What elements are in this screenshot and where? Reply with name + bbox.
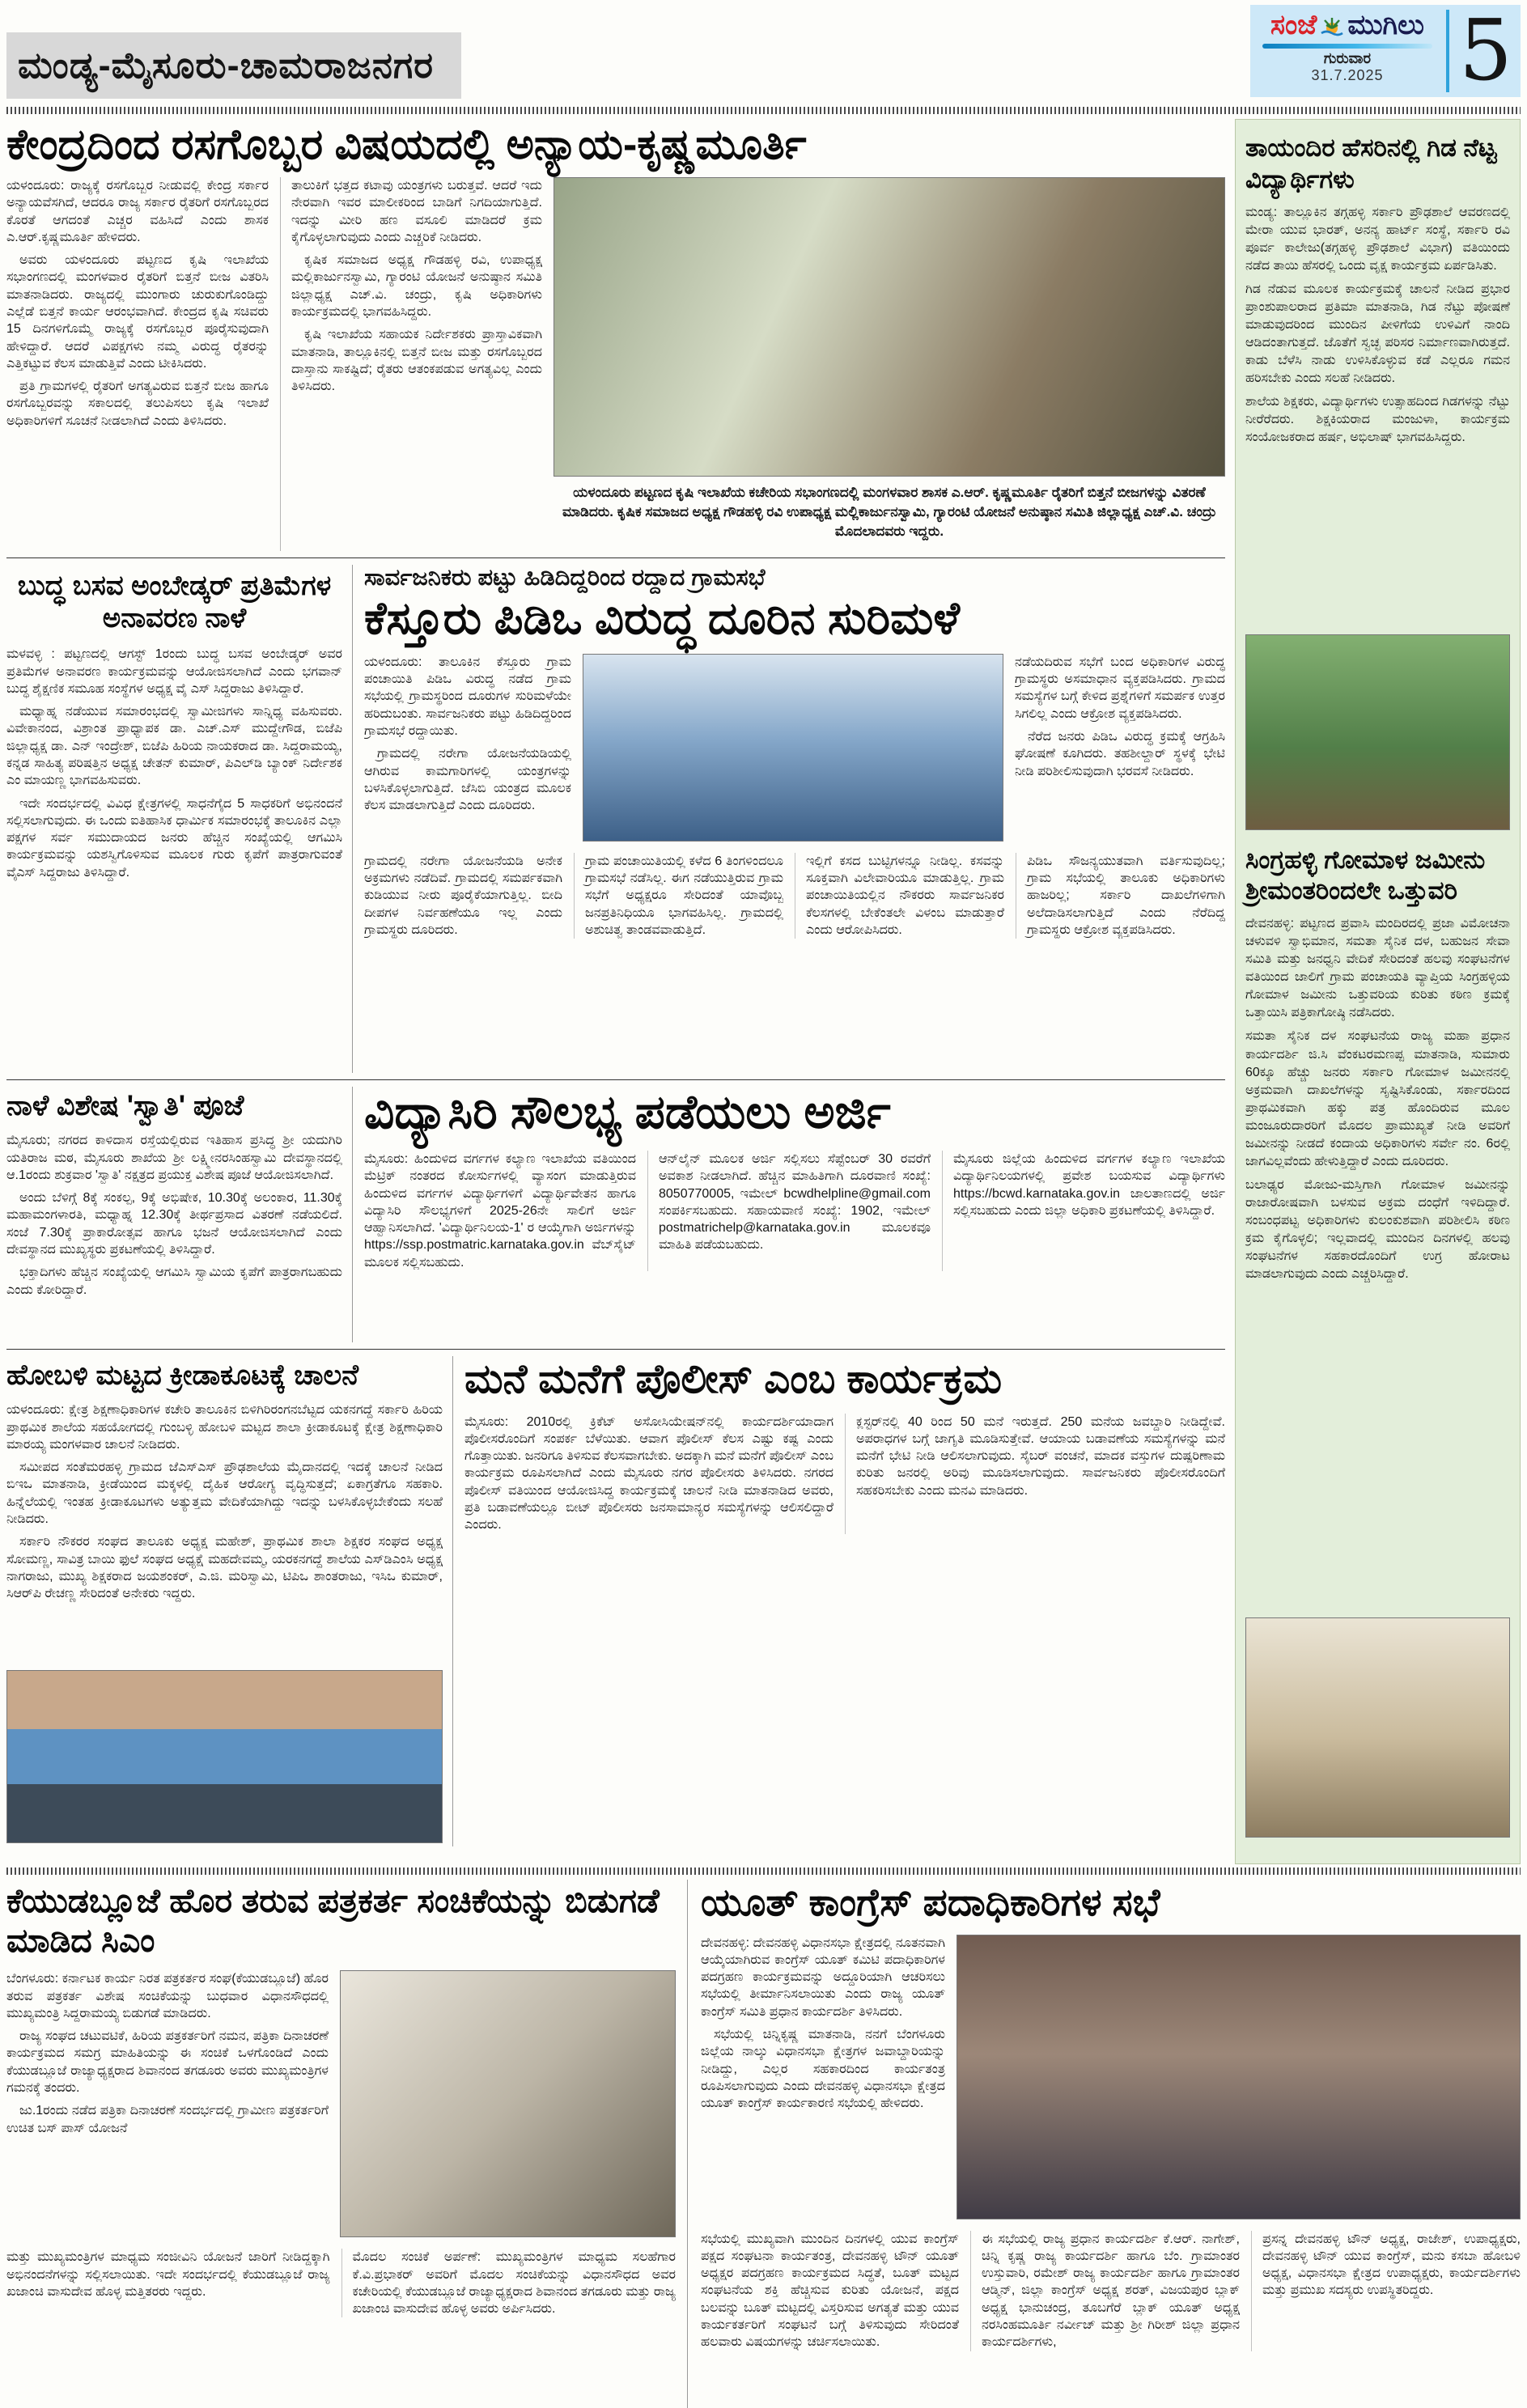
paragraph: ಮಧ್ಯಾಹ್ನ ನಡೆಯುವ ಸಮಾರಂಭದಲ್ಲಿ ಸ್ವಾಮೀಜಿಗಳು ಸಾನ್ನಿಧ್ಯ ವಹಿಸುವರು. ವಿವೇಕಾನಂದ, ವಿಶ್ರಾಂತ ಪ್ರಾಧ್ಯಾಪಕ ಡಾ. ಎಚ್.ಎಸ್ ಮುದ್ದೇಗೌಡ, ಬಿಜೆಪಿ ಜಿಲ್ಲಾಧ್ಯಕ್ಷ ಡಾ. ಎನ್ ಇಂದ್ರೇಶ್, ಬಿಜೆಪಿ ಹಿರಿಯ ನಾಯಕರಾದ ಡಾ. ಸಿದ್ದರಾಮಯ್ಯ, ಕನ್ನಡ ಸಾಹಿತ್ಯ ಪರಿಷತ್ತಿನ ಅಧ್ಯಕ್ಷ ಚೇತನ್ ಕುಮಾರ್, ಪಿಎಲ್‌ಡಿ ಬ್ಯಾಂಕ್ ನಿರ್ದೇಶಕ ಎಂ ಮಾಯಣ್ಣ ಭಾಗವಹಿಸುವರು. (6, 705, 342, 788)
article-swathi-pooja (6, 1087, 353, 1342)
gomala-photo (1245, 1617, 1510, 1838)
weekday-label: ಗುರುವಾರ (1323, 50, 1372, 66)
police-col-2: ಕ್ಲಸ್ಟರ್‌ನಲ್ಲಿ 40 ರಿಂದ 50 ಮನೆ ಇರುತ್ತದೆ. 250 ಮನೆಯ ಜವಬ್ದಾರಿ ನೀಡಿದ್ದೇವೆ. ಅಪರಾಧಗಳ ಬಗ್ಗೆ ಜಾಗೃತಿ ಮೂಡಿಸುತ್ತೇವೆ. ಆಯಾಯ ಬಡಾವಣೆಯ ಸಮಸ್ಯೆಗಳನ್ನು ಮನೆ ಮನೆಗೆ ಭೇಟಿ ನೀಡಿ ಆಲಿಸಲಾಗುವುದು. ಸೈಬರ್ ವಂಚನೆ, ಮಾದಕ ವಸ್ತುಗಳ ದುಷ್ಪರಿಣಾಮ ಕುರಿತು ಜನರಲ್ಲಿ ಅರಿವು ಮೂಡಿಸಲಾಗುವುದು. ಸಾರ್ವಜನಿಕರು ಪೊಲೀಸರೊಂದಿಗೆ ಸಹಕರಿಸಬೇಕು ಎಂದು ಮನವಿ ಮಾಡಿದರು. (845, 1414, 1225, 1534)
youth-bottom-col-2: ಈ ಸಭೆಯಲ್ಲಿ ರಾಜ್ಯ ಪ್ರಧಾನ ಕಾರ್ಯದರ್ಶಿ ಕೆ.ಆರ್. ನಾಗೇಶ್, ಚಿನ್ನಿ ಕೃಷ್ಣ ರಾಜ್ಯ ಕಾರ್ಯದರ್ಶಿ ಹಾಗೂ ಬೆಂ. ಗ್ರಾಮಾಂತರ ಉಸ್ತುವಾರಿ, ರಮೇಶ್ ರಾಜ್ಯ ಕಾರ್ಯದರ್ಶಿ ಹಾಗೂ ಗ್ರಾಮಾಂತರ ಆಡ್ಮಿನ್, ಜಿಲ್ಲಾ ಕಾಂಗ್ರೆಸ್ ಅಧ್ಯಕ್ಷ ಶರತ್, ವಿಜಯಪುರ ಬ್ಲಾಕ್ ಅಧ್ಯಕ್ಷ ಭಾನುಚಂದ್ರ, ತೂಬಗೆರೆ ಬ್ಲಾಕ್ ಯೂತ್ ಅಧ್ಯಕ್ಷ ನರಸಿಂಹಮೂರ್ತಿ ನರ್ವೀಜ್ ಮತ್ತು ಶ್ರೀ ಗಿರೀಶ್ ಜಿಲ್ಲಾ ಪ್ರಧಾನ ಕಾರ್ಯದರ್ಶಿಗಳು, (970, 2231, 1240, 2351)
planting-photo (1245, 634, 1510, 830)
paragraph: ಸಮತಾ ಸೈನಿಕ ದಳ ಸಂಘಟನೆಯ ರಾಜ್ಯ ಮಹಾ ಪ್ರಧಾನ ಕಾರ್ಯದರ್ಶಿ ಜಿ.ಸಿ ವೆಂಕಟರಮಣಪ್ಪ ಮಾತನಾಡಿ, ಸುಮಾರು 60ಕ್ಕೂ ಹೆಚ್ಚು ಜನರು ಸರ್ಕಾರಿ ಗೋಮಾಳ ಜಮೀನನಲ್ಲಿ ಅಕ್ರಮವಾಗಿ ದಾಖಲೆಗಳನ್ನು ಸೃಷ್ಟಿಸಿಕೊಂಡು, ಸರ್ಕಾರದಿಂದ ಪ್ರಾಥಮಿಕವಾಗಿ ಹಕ್ಕು ಪತ್ರ ಹೊಂದಿರುವ ಮೂಲ ಮಂಜೂರುದಾರರಿಗೆ ಮೊದಲ ಪ್ರಾಮುಖ್ಯತೆ ನೀಡಿ ಅವರಿಗೆ ಜಮೀನನ್ನು ನೀಡದೆ ಕಂದಾಯ ಅಧಿಕಾರಿಗಳು ಸರ್ವೇ ನಂ. 6ರಲ್ಲಿ ಜಾಗವಿಲ್ಲವೆಂದು ಹೇಳುತ್ತಿದ್ದಾರೆ ಎಂದು ದೂರಿದರು. (1245, 1029, 1510, 1169)
pdo-headline: ಕೆಸ್ತೂರು ಪಿಡಿಒ ವಿರುದ್ಧ ದೂರಿನ ಸುರಿಮಳೆ (364, 592, 961, 644)
page-number: 5 (1458, 1, 1513, 100)
youth-column-left (701, 1935, 945, 2223)
paragraph: ಅವರು ಯಳಂದೂರು ಪಟ್ಟಣದ ಕೃಷಿ ಇಲಾಖೆಯ ಸಭಾಂಗಣದಲ್ಲಿ ಮಂಗಳವಾರ ರೈತರಿಗೆ ಬಿತ್ತನೆ ಬೀಜ ವಿತರಿಸಿ ಮಾತನಾಡಿದರು. ರಾಜ್ಯದಲ್ಲಿ ಮುಂಗಾರು ಚುರುಕುಗೊಂಡಿದ್ದು ಎಲ್ಲೆಡೆ ಬಿತ್ತನೆ ಕಾರ್ಯ ಆರಂಭವಾಗಿದೆ. ಕೇಂದ್ರದ ಕೃಷಿ ಸಚಿವರು 15 ದಿನಗಳಿಗೊಮ್ಮೆ ರಾಜ್ಯಕ್ಕೆ ರಸಗೊಬ್ಬರ ಪೂರೈಸುವುದಾಗಿ ಹೇಳಿದ್ದಾರೆ. ಆದರೆ ವಿಪಕ್ಷಗಳು ನಮ್ಮ ವಿರುದ್ಧ ರೈತರನ್ನು ಎತ್ತಿಕಟ್ಟುವ ಕೆಲಸ ಮಾಡುತ್ತಿವೆ ಎಂದು ಟೀಕಿಸಿದರು. (6, 253, 269, 371)
article-police (464, 1356, 1225, 1846)
article-sports-meet (6, 1356, 453, 1846)
gomala-headline: ಸಿಂಗ್ರಹಳ್ಳಿ ಗೋಮಾಳ ಜಮೀನು ಶ್ರೀಮಂತರಿಂದಲೇ ಒತ್ತುವರಿ (1245, 845, 1486, 905)
kuwj-column-left (6, 1970, 329, 2241)
main-column (6, 119, 1225, 1864)
section-rule (6, 1079, 1225, 1080)
paragraph: ಕೃಷಿ ಇಲಾಖೆಯ ಸಹಾಯಕ ನಿರ್ದೇಶಕರು ಪ್ರಾಸ್ತಾವಿಕವಾಗಿ ಮಾತನಾಡಿ, ತಾಲ್ಲೂಕಿನಲ್ಲಿ ಬಿತ್ತನೆ ಬೀಜ ಮತ್ತು ರಸಗೊಬ್ಬರದ ದಾಸ್ತಾನು ಸಾಕಷ್ಟಿದೆ; ರೈತರು ಆತಂಕಪಡುವ ಅಗತ್ಯವಿಲ್ಲ ಎಂದು ತಿಳಿಸಿದರು. (291, 328, 542, 394)
paragraph: ರಾಜ್ಯ ಸಂಘದ ಚಟುವಟಿಕೆ, ಹಿರಿಯ ಪತ್ರಕರ್ತರಿಗೆ ನಮನ, ಪತ್ರಿಕಾ ದಿನಾಚರಣೆ ಕಾರ್ಯಕ್ರಮದ ಸಮಗ್ರ ಮಾಹಿತಿಯನ್ನು ಈ ಸಂಚಿಕೆ ಒಳಗೊಂಡಿದೆ ಎಂದು ಕೆಯುಡಬ್ಲೂಜೆ ರಾಜ್ಯಾಧ್ಯಕ್ಷರಾದ ಶಿವಾನಂದ ತಗಡೂರು ಅವರು ಮುಖ್ಯಮಂತ್ರಿಗಳ ಗಮನಕ್ಕೆ ತಂದರು. (6, 2029, 329, 2095)
kuwj-article-photo (340, 1970, 676, 2237)
masthead-rule (1262, 44, 1432, 49)
paragraph: ಗ್ರಾಮದಲ್ಲಿ ನರೇಗಾ ಯೋಜನೆಯಡಿಯಲ್ಲಿ ಆಗಿರುವ ಕಾಮಗಾರಿಗಳಲ್ಲಿ ಯಂತ್ರಗಳನ್ನು ಬಳಸಿಕೊಳ್ಳಲಾಗುತ್ತಿದೆ. ಜೆಸಿಬಿ ಯಂತ್ರದ ಮೂಲಕ ಕೆಲಸ ಮಾಡಲಾಗುತ್ತಿದೆ ಎಂದು ದೂರಿದರು. (364, 747, 571, 813)
paragraph: ಪ್ರತಿ ಗ್ರಾಮಗಳಲ್ಲಿ ರೈತರಿಗೆ ಅಗತ್ಯವಿರುವ ಬಿತ್ತನೆ ಬೀಜ ಹಾಗೂ ರಸಗೊಬ್ಬರವನ್ನು ಸಕಾಲದಲ್ಲಿ ತಲುಪಿಸಲು ಕೃಷಿ ಇಲಾಖೆ ಅಧಿಕಾರಿಗಳಿಗೆ ಸೂಚನೆ ನೀಡಲಾಗಿದೆ ಎಂದು ತಿಳಿಸಿದರು. (6, 379, 269, 428)
article-vidyasiri (364, 1087, 1225, 1342)
hatched-rule (6, 107, 1521, 114)
palm-sun-logo-icon (1320, 14, 1344, 38)
kuwj-headline: ಕೆಯುಡಬ್ಲೂಜೆ ಹೊರ ತರುವ ಪತ್ರಕರ್ತ ಸಂಚಿಕೆಯನ್ನು ಬಿಡುಗಡೆ ಮಾಡಿದ ಸಿಎಂ (6, 1882, 660, 1960)
date-label: 31.7.2025 (1311, 67, 1384, 83)
paragraph: ಬಲಾಢ್ಯರ ಮೋಜು-ಮಸ್ತಿಗಾಗಿ ಗೋಮಾಳ ಜಮೀನನ್ನು ರಾಜಾರೋಷವಾಗಿ ಬಳಸುವ ಅಕ್ರಮ ದಂಧೆಗೆ ಇಳಿದಿದ್ದಾರೆ. ಸಂಬಂಧಪಟ್ಟ ಅಧಿಕಾರಿಗಳು ಕುಲಂಕುಶವಾಗಿ ಪರಿಶೀಲಿಸಿ ಕಠಿಣ ಕ್ರಮ ಕೈಗೊಳ್ಳಲಿ; ಇಲ್ಲವಾದಲ್ಲಿ ಮುಂದಿನ ದಿನಗಳಲ್ಲಿ ಹಲವು ಸಂಘಟನೆಗಳ ಸಹಕಾರದೊಂದಿಗೆ ಉಗ್ರ ಹೋರಾಟ ಮಾಡಲಾಗುವುದು ಎಂದು ಎಚ್ಚರಿಸಿದ್ದಾರೆ. (1245, 1178, 1510, 1282)
paragraph: ಸಮೀಪದ ಸಂತೆಮರಹಳ್ಳಿ ಗ್ರಾಮದ ಜೆಎಸ್ಎಸ್ ಪ್ರೌಢಶಾಲೆಯ ಮೈದಾನದಲ್ಲಿ ಇದಕ್ಕೆ ಚಾಲನೆ ನೀಡಿದ ಬಿಇಒ ಮಾತನಾಡಿ, ಕ್ರೀಡೆಯಿಂದ ಮಕ್ಕಳಲ್ಲಿ ದೈಹಿಕ ಆರೋಗ್ಯ ವೃದ್ಧಿಸುತ್ತದೆ; ಏಕಾಗ್ರತೆಗೂ ಸಹಕಾರಿ. ಹಿನ್ನೆಲೆಯಲ್ಲಿ ಇಂತಹ ಕ್ರೀಡಾಕೂಟಗಳು ಅತ್ಯುತ್ತಮ ವೇದಿಕೆಯಾಗಿದ್ದು ಇದನ್ನು ಬಳಸಿಕೊಳ್ಳಬೇಕೆಂದು ಸಲಹೆ ನೀಡಿದರು. (6, 1460, 443, 1526)
pdo-bottom-columns (364, 853, 1225, 939)
paragraph: ಸರ್ಕಾರಿ ನೌಕರರ ಸಂಘದ ತಾಲೂಕು ಅಧ್ಯಕ್ಷ ಮಹೇಶ್, ಪ್ರಾಥಮಿಕ ಶಾಲಾ ಶಿಕ್ಷಕರ ಸಂಘದ ಅಧ್ಯಕ್ಷ ಸೋಮಣ್ಣ, ಸಾವಿತ್ರ ಬಾಯಿ ಫುಲೆ ಸಂಘದ ಅಧ್ಯಕ್ಷೆ ಮಹದೇವಮ್ಮ, ಯರಕನಗದ್ದೆ ಶಾಲೆಯ ಎಸ್‌ಡಿಎಂಸಿ ಅಧ್ಯಕ್ಷ ನಾಗರಾಜು, ಮುಖ್ಯ ಶಿಕ್ಷಕರಾದ ಜಯಶಂಕರ್, ಎ.ಜಿ. ಮರಿಸ್ವಾಮಿ, ಟಿಪಿಒ ಶಾಂತರಾಜು, ಇಸಿಒ ಕುಮಾರ್, ಸಿಆರ್‌ಪಿ ರೇಚಣ್ಣ ಸೇರಿದಂತೆ ಅನೇಕರು ಇದ್ದರು. (6, 1535, 443, 1601)
lead-headline: ಕೇಂದ್ರದಿಂದ ರಸಗೊಬ್ಬರ ವಿಷಯದಲ್ಲಿ ಅನ್ಯಾಯ-ಕೃಷ್ಣಮೂರ್ತಿ (6, 121, 807, 168)
paragraph: ಭಕ್ತಾದಿಗಳು ಹೆಚ್ಚಿನ ಸಂಖ್ಯೆಯಲ್ಲಿ ಆಗಮಿಸಿ ಸ್ವಾಮಿಯ ಕೃಪೆಗೆ ಪಾತ್ರರಾಗಬಹುದು ಎಂದು ಕೋರಿದ್ದಾರೆ. (6, 1265, 342, 1297)
pdo-article-photo (583, 654, 1003, 842)
kuwj-bottom-col-1: ಮತ್ತು ಮುಖ್ಯಮಂತ್ರಿಗಳ ಮಾಧ್ಯಮ ಸಂಜೀವಿನಿ ಯೋಜನೆ ಜಾರಿಗೆ ನೀಡಿದ್ದಕ್ಕಾಗಿ ಅಭಿನಂದನೆಗಳನ್ನು ಸಲ್ಲಿಸಲಾಯಿತು. ಇದೇ ಸಂದರ್ಭದಲ್ಲಿ ಕೆಯುಡಬ್ಲೂಜೆ ರಾಜ್ಯ ಖಜಾಂಚಿ ವಾಸುದೇವ ಹೊಳ್ಳ ಮತ್ತಿತರರು ಇದ್ದರು. (6, 2250, 330, 2299)
main-content (6, 119, 1521, 1864)
masthead-brand-red: ಸಂಜೆ (1270, 10, 1317, 40)
gomala-body (1245, 915, 1510, 1617)
youth-bottom-col-3: ಪ್ರಸನ್ನ ದೇವನಹಳ್ಳಿ ಟೌನ್ ಅಧ್ಯಕ್ಷ, ರಾಜೇಶ್, ಉಪಾಧ್ಯಕ್ಷರು, ದೇವನಹಳ್ಳಿ ಟೌನ್ ಯುವ ಕಾಂಗ್ರೆಸ್, ಮನು ಕಸಬಾ ಹೋಬಳಿ ಅಧ್ಯಕ್ಷ, ವಿಧಾನಸಭಾ ಕ್ಷೇತ್ರದ ಉಪಾಧ್ಯಕ್ಷರು, ಕಾರ್ಯದರ್ಶಿಗಳು ಮತ್ತು ಪ್ರಮುಖ ಸದಸ್ಯರು ಉಪಸ್ಥಿತರಿದ್ದರು. (1251, 2231, 1521, 2351)
youth-bottom-columns (701, 2231, 1521, 2351)
paragraph: ಅಂದು ಬೆಳಿಗ್ಗೆ 8ಕ್ಕೆ ಸಂಕಲ್ಪ, 9ಕ್ಕೆ ಅಭಿಷೇಕ, 10.30ಕ್ಕೆ ಅಲಂಕಾರ, 11.30ಕ್ಕೆ ಮಹಾಮಂಗಳಾರತಿ, ಮಧ್ಯಾಹ್ನ 12.30ಕ್ಕೆ ತೀರ್ಥಪ್ರಸಾದ ವಿತರಣೆ ನಡೆಯಲಿದೆ. ಸಂಜೆ 7.30ಕ್ಕೆ ಪ್ರಾಕಾರೋತ್ಸವ ಹಾಗೂ ಭಜನೆ ಆಯೋಜಿಸಲಾಗಿದೆ ಎಂದು ದೇವಸ್ಥಾನದ ಮುಖ್ಯಸ್ಥರು ಪ್ರಕಟಣೆಯಲ್ಲಿ ತಿಳಿಸಿದ್ದಾರೆ. (6, 1191, 342, 1257)
paragraph: ನೆರೆದ ಜನರು ಪಿಡಿಒ ವಿರುದ್ಧ ಕ್ರಮಕ್ಕೆ ಆಗ್ರಹಿಸಿ ಘೋಷಣೆ ಕೂಗಿದರು. ತಹಶೀಲ್ದಾರ್ ಸ್ಥಳಕ್ಕೆ ಭೇಟಿ ನೀಡಿ ಪರಿಶೀಲಿಸುವುದಾಗಿ ಭರವಸೆ ನೀಡಿದರು. (1015, 730, 1225, 778)
statues-body (6, 646, 342, 886)
lead-column-2 (280, 177, 542, 551)
masthead-left (1255, 8, 1440, 94)
planting-body (1245, 204, 1510, 634)
paragraph: ದೇವನಹಳ್ಳಿ: ದೇವನಹಳ್ಳಿ ವಿಧಾನಸಭಾ ಕ್ಷೇತ್ರದಲ್ಲಿ ನೂತನವಾಗಿ ಆಯ್ಕೆಯಾಗಿರುವ ಕಾಂಗ್ರೆಸ್ ಯೂತ್ ಕಮಿಟಿ ಪದಾಧಿಕಾರಿಗಳ ಪದಗ್ರಹಣ ಕಾರ್ಯಕ್ರಮವನ್ನು ಅದ್ದೂರಿಯಾಗಿ ಆಚರಿಸಲು ಸಭೆಯಲ್ಲಿ ತೀರ್ಮಾನಿಸಲಾಯಿತು ಎಂದು ರಾಜ್ಯ ಯೂತ್ ಕಾಂಗ್ರೆಸ್ ಸಮಿತಿ ಪ್ರಧಾನ ಕಾರ್ಯದರ್ಶಿ ತಿಳಿಸಿದರು. (701, 1935, 945, 2019)
paragraph: ಯಳಂದೂರು: ತಾಲೂಕಿನ ಕೆಸ್ತೂರು ಗ್ರಾಮ ಪಂಚಾಯಿತಿ ಪಿಡಿಒ ವಿರುದ್ಧ ನಡೆದ ಗ್ರಾಮ ಸಭೆಯಲ್ಲಿ ಗ್ರಾಮಸ್ಥರಿಂದ ದೂರುಗಳ ಸುರಿಮಳೆಯೇ ಹರಿದುಬಂತು. ಸಾರ್ವಜನಿಕರು ಪಟ್ಟು ಹಿಡಿದಿದ್ದರಿಂದ ಗ್ರಾಮಸಭೆ ರದ್ದಾಯಿತು. (364, 655, 571, 739)
paragraph: ಜು.1ರಂದು ನಡೆದ ಪತ್ರಿಕಾ ದಿನಾಚರಣೆ ಸಂದರ್ಭದಲ್ಲಿ ಗ್ರಾಮೀಣ ಪತ್ರಕರ್ತರಿಗೆ ಉಚಿತ ಬಸ್ ಪಾಸ್ ಯೋಜನೆ (6, 2104, 329, 2135)
pdo-bottom-col-1: ಗ್ರಾಮದಲ್ಲಿ ನರೇಗಾ ಯೋಜನೆಯಡಿ ಅನೇಕ ಅಕ್ರಮಗಳು ನಡೆದಿವೆ. ಗ್ರಾಮದಲ್ಲಿ ಸಮರ್ಪಕವಾಗಿ ಕುಡಿಯುವ ನೀರು ಪೂರೈಕೆಯಾಗುತ್ತಿಲ್ಲ. ಬೀದಿ ದೀಪಗಳ ನಿರ್ವಹಣೆಯೂ ಇಲ್ಲ ಎಂದು ಗ್ರಾಮಸ್ಥರು ದೂರಿದರು. (364, 854, 562, 938)
sidebar-article-planting (1245, 133, 1510, 830)
pdo-column-right (1015, 654, 1225, 845)
police-col-1: ಮೈಸೂರು: 2010ರಲ್ಲಿ ಕ್ರಿಕೆಟ್ ಅಸೋಸಿಯೇಷನ್‌ನಲ್ಲಿ ಕಾರ್ಯದರ್ಶಿಯಾದಾಗ ಪೊಲೀಸರೊಂದಿಗೆ ಸಂಪರ್ಕ ಬೆಳೆಯಿತು. ಆವಾಗ ಪೊಲೀಸ್ ಕೆಲಸ ಎಷ್ಟು ಕಷ್ಟ ಎಂದು ಗೊತ್ತಾಯಿತು. ಜನರಿಗೂ ತಿಳಿಸುವ ಕೆಲಸವಾಗಬೇಕು. ಅದಕ್ಕಾಗಿ ಮನೆ ಮನೆಗೆ ಪೊಲೀಸ್ ಎಂಬ ಕಾರ್ಯಕ್ರಮ ರೂಪಿಸಲಾಗಿದೆ ಎಂದು ಮೈಸೂರು ನಗರ ಪೊಲೀಸರು ತಿಳಿಸಿದರು. ನಗರದ ಪೊಲೀಸ್ ವತಿಯಿಂದ ಆಯೋಜಿಸಿದ್ದ ಕಾರ್ಯಕ್ರಮಕ್ಕೆ ಚಾಲನೆ ನೀಡಿ ಮಾತನಾಡಿದ ಅವರು, ಪ್ರತಿ ಬಡಾವಣೆಯಲ್ಲೂ ಬೀಟ್ ಪೊಲೀಸರು ಜನಸಾಮಾನ್ಯರ ಸಮಸ್ಯೆಗಳನ್ನು ಆಲಿಸಲಿದ್ದಾರೆ ಎಂದರು. (464, 1414, 833, 1533)
vidyasiri-col-3: ಮೈಸೂರು ಜಿಲ್ಲೆಯ ಹಿಂದುಳಿದ ವರ್ಗಗಳ ಕಲ್ಯಾಣ ಇಲಾಖೆಯ ವಿದ್ಯಾರ್ಥಿನಿಲಯಗಳಲ್ಲಿ ಪ್ರವೇಶ ಬಯಸುವ ವಿದ್ಯಾರ್ಥಿಗಳು https://bcwd.karnataka.gov.in ಜಾಲತಾಣದಲ್ಲಿ ಅರ್ಜಿ ಸಲ್ಲಿಸಬಹುದು ಎಂದು ಜಿಲ್ಲಾ ಅಧಿಕಾರಿ ಪ್ರಕಟಣೆಯಲ್ಲಿ ತಿಳಿಸಿದ್ದಾರೆ. (942, 1151, 1225, 1271)
vidyasiri-headline: ವಿದ್ಯಾಸಿರಿ ಸೌಲಭ್ಯ ಪಡೆಯಲು ಅರ್ಜಿ (364, 1087, 891, 1139)
article-statues (6, 565, 353, 1073)
paragraph: ಯಳಂದೂರು: ರಾಜ್ಯಕ್ಕೆ ರಸಗೊಬ್ಬರ ನೀಡುವಲ್ಲಿ ಕೇಂದ್ರ ಸರ್ಕಾರ ಅನ್ಯಾಯವೆಸಗಿದೆ, ಆದರೂ ರಾಜ್ಯ ಸರ್ಕಾರ ರೈತರಿಗೆ ರಸಗೊಬ್ಬರದ ಕೊರತೆ ಆಗದಂತೆ ಎಚ್ಚರ ವಹಿಸಿದೆ ಎಂದು ಶಾಸಕ ಎ.ಆರ್.ಕೃಷ್ಣಮೂರ್ತಿ ಹೇಳಿದರು. (6, 179, 269, 244)
sidebar-article-gomala (1245, 845, 1510, 1838)
kuwj-bottom-col-2: ಮೊದಲ ಸಂಚಿಕೆ ಅರ್ಪಣೆ: ಮುಖ್ಯಮಂತ್ರಿಗಳ ಮಾಧ್ಯಮ ಸಲಹೆಗಾರ ಕೆ.ವಿ.ಪ್ರಭಾಕರ್ ಅವರಿಗೆ ಮೊದಲ ಸಂಚಿಕೆಯನ್ನು ವಿಧಾನಸೌಧದ ಅವರ ಕಚೇರಿಯಲ್ಲಿ ಕೆಯುಡಬ್ಲೂಜೆ ರಾಜ್ಯಾಧ್ಯಕ್ಷರಾದ ಶಿವಾನಂದ ತಗಡೂರು ಮತ್ತು ರಾಜ್ಯ ಖಜಾಂಚಿ ವಾಸುದೇವ ಹೊಳ್ಳ ಅವರು ಅರ್ಪಿಸಿದರು. (341, 2249, 677, 2317)
paragraph: ಮಳವಳ್ಳಿ : ಪಟ್ಟಣದಲ್ಲಿ ಆಗಸ್ಟ್ 1ರಂದು ಬುದ್ಧ ಬಸವ ಅಂಬೇಡ್ಕರ್ ಅವರ ಪ್ರತಿಮೆಗಳ ಅನಾವರಣ ಕಾರ್ಯಕ್ರಮವನ್ನು ಆಯೋಜಿಸಲಾಗಿದೆ ಎಂದು ಭಗವಾನ್ ಬುದ್ಧ ಶೈಕ್ಷಣಿಕ ಸಮೂಹ ಸಂಸ್ಥೆಗಳ ಅಧ್ಯಕ್ಷ ವೈ ಎಸ್ ಸಿದ್ದರಾಜು ತಿಳಿಸಿದ್ದಾರೆ. (6, 647, 342, 696)
paragraph: ಸಭೆಯಲ್ಲಿ ಚಿನ್ನಿಕೃಷ್ಣ ಮಾತನಾಡಿ, ನನಗೆ ಬೆಂಗಳೂರು ಜಿಲ್ಲೆಯ ನಾಲ್ಕು ವಿಧಾನಸಭಾ ಕ್ಷೇತ್ರಗಳ ಜವಾಬ್ದಾರಿಯನ್ನು ನೀಡಿದ್ದು, ಎಲ್ಲರ ಸಹಕಾರದಿಂದ ಕಾರ್ಯತಂತ್ರ ರೂಪಿಸಲಾಗುವುದು ಎಂದು ದೇವನಹಳ್ಳಿ ವಿಧಾನಸಭಾ ಕ್ಷೇತ್ರದ ಯೂತ್ ಕಾಂಗ್ರೆಸ್ ಕಾರ್ಯಕಾರಣಿ ಸಭೆಯಲ್ಲಿ ಹೇಳಿದರು. (701, 2028, 945, 2111)
hatched-rule (6, 1867, 1521, 1875)
article-youth-congress (701, 1880, 1521, 2408)
pdo-bottom-col-2: ಗ್ರಾಮ ಪಂಚಾಯಿತಿಯಲ್ಲಿ ಕಳೆದ 6 ತಿಂಗಳಿಂದಲೂ ಗ್ರಾಮಸಭೆ ನಡೆಸಿಲ್ಲ. ಈಗ ನಡೆಯುತ್ತಿರುವ ಗ್ರಾಮ ಸಭೆಗೆ ಅಧ್ಯಕ್ಷರೂ ಸೇರಿದಂತೆ ಯಾವೊಬ್ಬ ಜನಪ್ರತಿನಿಧಿಯೂ ಭಾಗವಹಿಸಿಲ್ಲ. ಗ್ರಾಮದಲ್ಲಿ ಅಶುಚಿತ್ವ ತಾಂಡವವಾಡುತ್ತಿದೆ. (574, 853, 783, 939)
lead-photo-caption: ಯಳಂದೂರು ಪಟ್ಟಣದ ಕೃಷಿ ಇಲಾಖೆಯ ಕಚೇರಿಯ ಸಭಾಂಗಣದಲ್ಲಿ ಮಂಗಳವಾರ ಶಾಸಕ ಎ.ಆರ್. ಕೃಷ್ಣಮೂರ್ತಿ ರೈತರಿಗೆ ಬಿತ್ತನೆ ಬೀಜಗಳನ್ನು ವಿತರಣೆ ಮಾಡಿದರು. ಕೃಷಿಕ ಸಮಾಜದ ಅಧ್ಯಕ್ಷ ಗೌಡಹಳ್ಳಿ ರವಿ ಉಪಾಧ್ಯಕ್ಷ ಮಲ್ಲಿಕಾರ್ಜುನಸ್ವಾಮಿ, ಗ್ಯಾರಂಟಿ ಯೋಜನೆ ಅನುಷ್ಠಾನ ಸಮಿತಿ ಜಿಲ್ಲಾಧ್ಯಕ್ಷ ಎಚ್.ವಿ. ಚಂದ್ರು ಮೊದಲಾದವರು ಇದ್ದರು. (562, 485, 1216, 540)
kuwj-bottom-columns (6, 2249, 676, 2317)
paragraph: ದೇವನಹಳ್ಳಿ: ಪಟ್ಟಣದ ಪ್ರವಾಸಿ ಮಂದಿರದಲ್ಲಿ ಪ್ರಜಾ ವಿಮೋಚನಾ ಚಳುವಳಿ ಸ್ವಾಭಿಮಾನ, ಸಮತಾ ಸೈನಿಕ ದಳ, ಬಹುಜನ ಸೇವಾ ಸಮಿತಿ ಮತ್ತು ಜನಧ್ವನಿ ವೇದಿಕೆ ಸೇರಿದಂತೆ ಹಲವು ಸಂಘಟನೆಗಳ ವತಿಯಿಂದ ಜಾಲಿಗೆ ಗ್ರಾಮ ಪಂಚಾಯತಿ ವ್ಯಾಪ್ತಿಯ ಸಿಂಗ್ರಹಳ್ಳಿಯ ಗೋಮಾಳ ಜಮೀನು ಒತ್ತುವರಿಯ ಕುರಿತು ಕಠಿಣ ಕ್ರಮಕ್ಕೆ ಒತ್ತಾಯಿಸಿ ಪತ್ರಿಕಾಗೋಷ್ಠಿ ನಡೆಸಿದರು. (1245, 917, 1510, 1020)
lead-photo-block (554, 177, 1225, 551)
paragraph: ಬೆಂಗಳೂರು: ಕರ್ನಾಟಕ ಕಾರ್ಯ ನಿರತ ಪತ್ರಕರ್ತರ ಸಂಘ(ಕೆಯುಡಬ್ಲೂಜೆ) ಹೊರ ತರುವ ಪತ್ರಕರ್ತ ವಿಶೇಷ ಸಂಚಿಕೆಯನ್ನು ಬುಧವಾರ ವಿಧಾನಸೌಧದಲ್ಲಿ ಮುಖ್ಯಮಂತ್ರಿ ಸಿದ್ದರಾಮಯ್ಯ ಬಿಡುಗಡೆ ಮಾಡಿದರು. (6, 1972, 329, 2020)
masthead-brand-blue: ಮುಗಿಲು (1347, 10, 1424, 40)
swathi-headline: ನಾಳೆ ವಿಶೇಷ 'ಸ್ವಾತಿ' ಪೂಜೆ (6, 1090, 244, 1122)
sports-body (6, 1401, 443, 1670)
paragraph: ಶಾಲೆಯ ಶಿಕ್ಷಕರು, ವಿದ್ಯಾರ್ಥಿಗಳು ಉತ್ಸಾಹದಿಂದ ಗಿಡಗಳನ್ನು ನೆಟ್ಟು ನೀರೆರೆದರು. ಶಿಕ್ಷಕಿಯರಾದ ಮಂಜುಳಾ, ಕಾರ್ಯಕ್ರಮ ಸಂಯೋಜಕರಾದ ಹರ್ಷ, ಅಭಿಲಾಷ್ ಭಾಗವಹಿಸಿದ್ದರು. (1245, 395, 1510, 445)
section-rule (6, 1349, 1225, 1350)
statues-headline: ಬುದ್ಧ ಬಸವ ಅಂಬೇಡ್ಕರ್ ಪ್ರತಿಮೆಗಳ ಅನಾವರಣ ನಾಳೆ (17, 570, 332, 634)
article-fertilizer (6, 122, 1225, 551)
region-title: ಮಂಡ್ಯ-ಮೈಸೂರು-ಚಾಮರಾಜನಗರ (6, 32, 461, 99)
paragraph: ಕೃಷಿಕ ಸಮಾಜದ ಅಧ್ಯಕ್ಷ ಗೌಡಹಳ್ಳಿ ರವಿ, ಉಪಾಧ್ಯಕ್ಷ ಮಲ್ಲಿಕಾರ್ಜುನಸ್ವಾಮಿ, ಗ್ಯಾರಂಟಿ ಯೋಜನೆ ಅನುಷ್ಠಾನ ಸಮಿತಿ ಜಿಲ್ಲಾಧ್ಯಕ್ಷ ಎಚ್.ವಿ. ಚಂದ್ರು, ಕೃಷಿ ಅಧಿಕಾರಿಗಳು ಕಾರ್ಯಕ್ರಮದಲ್ಲಿ ಭಾಗವಹಿಸಿದ್ದರು. (291, 253, 542, 320)
paragraph: ತಾಲುಕಿಗೆ ಭತ್ತದ ಕಟಾವು ಯಂತ್ರಗಳು ಬರುತ್ತವೆ. ಆದರೆ ಇದು ನೇರವಾಗಿ ಇವರ ಮಾಲೀಕರಿಂದ ಬಾಡಿಗೆ ನಿಗದಿಯಾಗುತ್ತಿದೆ. ಇದನ್ನು ಮೀರಿ ಹಣ ವಸೂಲಿ ಮಾಡಿದರೆ ಕ್ರಮ ಕೈಗೊಳ್ಳಲಾಗುವುದು ಎಂದು ಎಚ್ಚರಿಕೆ ನೀಡಿದರು. (291, 179, 542, 244)
masthead-brand (1270, 10, 1424, 41)
l ead-article-photo (554, 177, 1225, 477)
sidebar (1235, 119, 1521, 1864)
vidyasiri-col-1: ಮೈಸೂರು: ಹಿಂದುಳಿದ ವರ್ಗಗಳ ಕಲ್ಯಾಣ ಇಲಾಖೆಯ ವತಿಯಿಂದ ಮೆಟ್ರಿಕ್ ನಂತರದ ಕೋರ್ಸುಗಳಲ್ಲಿ ವ್ಯಾಸಂಗ ಮಾಡುತ್ತಿರುವ ಹಿಂದುಳಿದ ವರ್ಗಗಳ ವಿದ್ಯಾರ್ಥಿಗಳಿಗೆ ವಿದ್ಯಾರ್ಥಿವೇತನ ಹಾಗೂ ವಿದ್ಯಾಸಿರಿ ಸೌಲಭ್ಯಗಳಿಗೆ 2025-26ನೇ ಸಾಲಿಗೆ ಅರ್ಜಿ ಆಹ್ವಾನಿಸಲಾಗಿದೆ. 'ವಿದ್ಯಾರ್ಥಿನಿಲಯ-1' ರ ಆಯ್ಕೆಗಾಗಿ ಅರ್ಜಿಗಳನ್ನು https://ssp.postmatric.karnataka.gov.in ವೆಬ್‌ಸೈಟ್ ಮೂಲಕ ಸಲ್ಲಿಸಬಹುದು. (364, 1152, 636, 1270)
pdo-kicker: ಸಾರ್ವಜನಿಕರು ಪಟ್ಟು ಹಿಡಿದಿದ್ದರಿಂದ ರದ್ದಾದ ಗ್ರಾಮಸಭೆ (364, 565, 766, 591)
section-rule (6, 557, 1225, 558)
police-headline: ಮನೆ ಮನೆಗೆ ಪೊಲೀಸ್ ಎಂಬ ಕಾರ್ಯಕ್ರಮ (464, 1356, 1003, 1402)
paragraph: ನಡೆಯದಿರುವ ಸಭೆಗೆ ಬಂದ ಅಧಿಕಾರಿಗಳ ವಿರುದ್ಧ ಗ್ರಾಮಸ್ಥರು ಅಸಮಾಧಾನ ವ್ಯಕ್ತಪಡಿಸಿದರು. ಗ್ರಾಮದ ಸಮಸ್ಯೆಗಳ ಬಗ್ಗೆ ಕೇಳಿದ ಪ್ರಶ್ನೆಗಳಿಗೆ ಸಮರ್ಪಕ ಉತ್ತರ ಸಿಗಲಿಲ್ಲ ಎಂದು ಆಕ್ರೋಶ ವ್ಯಕ್ತಪಡಿಸಿದರು. (1015, 655, 1225, 721)
page-header (6, 1, 1521, 104)
article-kuwj (6, 1880, 688, 2408)
bottom-band (6, 1880, 1521, 2408)
planting-headline: ತಾಯಂದಿರ ಹೆಸರಿನಲ್ಲಿ ಗಿಡ ನೆಟ್ಟ ವಿದ್ಯಾರ್ಥಿಗಳು (1245, 134, 1497, 193)
pdo-bottom-col-3: ಇಲ್ಲಿಗೆ ಕಸದ ಬುಟ್ಟಿಗಳನ್ನೂ ನೀಡಿಲ್ಲ. ಕಸವನ್ನು ಸೂಕ್ತವಾಗಿ ವಿಲೇವಾರಿಯೂ ಮಾಡುತ್ತಿಲ್ಲ. ಗ್ರಾಮ ಪಂಚಾಯಿತಿಯಲ್ಲಿನ ನೌಕರರು ಸಾರ್ವಜನಿಕರ ಕೆಲಸಗಳಲ್ಲಿ ಬೇಕೆಂತಲೇ ವಿಳಂಬ ಮಾಡುತ್ತಾರೆ ಎಂದು ಆರೋಪಿಸಿದರು. (795, 853, 1004, 939)
pdo-bottom-col-4: ಪಿಡಿಒ ಸೌಜನ್ಯಯುತವಾಗಿ ವರ್ತಿಸುವುದಿಲ್ಲ; ಗ್ರಾಮ ಸಭೆಯಲ್ಲಿ ತಾಲೂಕು ಅಧಿಕಾರಿಗಳು ಹಾಜರಿಲ್ಲ; ಸರ್ಕಾರಿ ದಾಖಲೆಗಳಿಗಾಗಿ ಅಲೆದಾಡಿಸಲಾಗುತ್ತಿದೆ ಎಂದು ನೆರೆದಿದ್ದ ಗ್ರಾಮಸ್ಥರು ಆಕ್ರೋಶ ವ್ಯಕ್ತಪಡಿಸಿದರು. (1016, 853, 1225, 939)
sports-headline: ಹೋಬಳಿ ಮಟ್ಟದ ಕ್ರೀಡಾಕೂಟಕ್ಕೆ ಚಾಲನೆ (6, 1359, 359, 1392)
paragraph: ಮೈಸೂರು; ನಗರದ ಕಾಳಿದಾಸ ರಸ್ತೆಯಲ್ಲಿರುವ ಇತಿಹಾಸ ಪ್ರಸಿದ್ಧ ಶ್ರೀ ಯದುಗಿರಿ ಯತಿರಾಜ ಮಠ, ಮೈಸೂರು ಶಾಖೆಯ ಶ್ರೀ ಲಕ್ಷ್ಮೀನರಸಿಂಹಸ್ವಾಮಿ ದೇವಸ್ಥಾನದಲ್ಲಿ ಆ.1ರಂದು ಶುಕ್ರವಾರ 'ಸ್ವಾತಿ' ನಕ್ಷತ್ರದ ಪ್ರಯುಕ್ತ ವಿಶೇಷ ಪೂಜೆ ಆಯೋಜಿಸಲಾಗಿದೆ. (6, 1134, 342, 1182)
paragraph: ಮಂಡ್ಯ: ತಾಲ್ಲೂಕಿನ ತಗ್ಗಹಳ್ಳಿ ಸರ್ಕಾರಿ ಪ್ರೌಢಶಾಲೆ ಆವರಣದಲ್ಲಿ ಮೇರಾ ಯುವ ಭಾರತ್, ಅನನ್ಯ ಹಾರ್ಟ್ ಸಂಸ್ಥೆ, ಸರ್ಕಾರಿ ರವಿ ಪೂರ್ವ ಕಾಲೇಜು(ತಗ್ಗಹಳ್ಳಿ ಪ್ರೌಢಶಾಲೆ ವಿಭಾಗ) ವತಿಯಿಂದು ನಡೆದ ತಾಯಿ ಹೆಸರಲ್ಲಿ ಒಂದು ವೃಕ್ಷ ಕಾರ್ಯಕ್ರಮ ಏರ್ಪಡಿಸಿತು. (1245, 205, 1510, 273)
paragraph: ಯಳಂದೂರು: ಕ್ಷೇತ್ರ ಶಿಕ್ಷಣಾಧಿಕಾರಿಗಳ ಕಚೇರಿ ತಾಲೂಕಿನ ಬಿಳಿಗಿರಿರಂಗನಬೆಟ್ಟದ ಯಕನಗದ್ದೆ ಸರ್ಕಾರಿ ಹಿರಿಯ ಪ್ರಾಥಮಿಕ ಶಾಲೆಯ ಸಹಯೋಗದಲ್ಲಿ ಗುಂಬಳ್ಳಿ ಹೋಬಳಿ ಮಟ್ಟದ ಶಾಲಾ ಕ್ರೀಡಾಕೂಟಕ್ಕೆ ಕ್ಷೇತ್ರ ಶಿಕ್ಷಣಾಧಿಕಾರಿ ಮಾರಯ್ಯ ಮಂಗಳವಾರ ಚಾಲನೆ ನೀಡಿದರು. (6, 1403, 443, 1452)
sports-article-photo (6, 1670, 443, 1843)
pdo-column-left (364, 654, 571, 845)
swathi-body (6, 1132, 342, 1304)
youth-article-photo (956, 1935, 1521, 2219)
vidyasiri-col-2: ಆನ್‌ಲೈನ್ ಮೂಲಕ ಅರ್ಜಿ ಸಲ್ಲಿಸಲು ಸೆಪ್ಟೆಂಬರ್ 30 ರವರೆಗೆ ಅವಕಾಶ ನೀಡಲಾಗಿದೆ. ಹೆಚ್ಚಿನ ಮಾಹಿತಿಗಾಗಿ ದೂರವಾಣಿ ಸಂಖ್ಯೆ: 8050770005, ಇಮೇಲ್ bcwdhelpline@gmail.com ಸಂಪರ್ಕಿಸಬಹುದು. ಸಹಾಯವಾಣಿ ಸಂಖ್ಯೆ: 1902, ಇಮೇಲ್ postmatrichelp@karnataka.gov.in ಮೂಲಕವೂ ಮಾಹಿತಿ ಪಡೆಯಬಹುದು. (647, 1151, 931, 1271)
masthead-divider (1446, 10, 1449, 92)
paragraph: ಗಿಡ ನೆಡುವ ಮೂಲಕ ಕಾರ್ಯಕ್ರಮಕ್ಕೆ ಚಾಲನೆ ನೀಡಿದ ಪ್ರಭಾರ ಪ್ರಾಂಶುಪಾಲರಾದ ಪ್ರತಿಮಾ ಮಾತನಾಡಿ, ಗಿಡ ನೆಟ್ಟು ಪೋಷಣೆ ಮಾಡುವುದರಿಂದ ಮುಂದಿನ ಪೀಳಿಗೆಯ ಉಳಿವಿಗೆ ನಾಂದಿ ಆಡಿದಂತಾಗುತ್ತದೆ. ಜೊತೆಗೆ ಸ್ವಚ್ಛ ಪರಿಸರ ನಿರ್ಮಾಣವಾಗಿರುತ್ತದೆ. ಕಾಡು ಬೆಳೆಸಿ ನಾಡು ಉಳಿಸಿಕೊಳ್ಳುವ ಕಡೆ ಎಲ್ಲರೂ ಗಮನ ಹರಿಸಬೇಕು ಎಂದು ಸಲಹೆ ನೀಡಿದರು. (1245, 282, 1510, 386)
police-columns (464, 1414, 1225, 1534)
vidyasiri-columns (364, 1151, 1225, 1271)
youth-headline: ಯೂತ್ ಕಾಂಗ್ರೆಸ್ ಪದಾಧಿಕಾರಿಗಳ ಸಭೆ (701, 1880, 1160, 1923)
paragraph: ಇದೇ ಸಂದರ್ಭದಲ್ಲಿ ವಿವಿಧ ಕ್ಷೇತ್ರಗಳಲ್ಲಿ ಸಾಧನೆಗೈದ 5 ಸಾಧಕರಿಗೆ ಅಭಿನಂದನೆ ಸಲ್ಲಿಸಲಾಗುವುದು. ಈ ಒಂದು ಐತಿಹಾಸಿಕ ಧಾರ್ಮಿಕ ಸಮಾರಂಭಕ್ಕೆ ತಾಲೂಕಿನ ಎಲ್ಲಾ ಪಕ್ಷಗಳ ಸರ್ವ ಸಮುದಾಯದ ಜನರು ಹೆಚ್ಚಿನ ಸಂಖ್ಯೆಯಲ್ಲಿ ಆಗಮಿಸಿ ಕಾರ್ಯಕ್ರಮವನ್ನು ಯಶಸ್ವಿಗೊಳಿಸುವ ಮೂಲಕ ಗುರು ಕೃಪೆಗೆ ಪಾತ್ರರಾಗುವಂತೆ ವೈಎಸ್ ಸಿದ್ದರಾಜು ತಿಳಿಸಿದ್ದಾರೆ. (6, 796, 342, 880)
lead-column-1 (6, 177, 269, 551)
article-pdo (364, 565, 1225, 1073)
youth-bottom-col-1: ಸಭೆಯಲ್ಲಿ ಮುಖ್ಯವಾಗಿ ಮುಂದಿನ ದಿನಗಳಲ್ಲಿ ಯುವ ಕಾಂಗ್ರೆಸ್ ಪಕ್ಷದ ಸಂಘಟನಾ ಕಾರ್ಯತಂತ್ರ, ದೇವನಹಳ್ಳಿ ಟೌನ್ ಯೂತ್ ಅಧ್ಯಕ್ಷರ ಪದಗ್ರಹಣ ಕಾರ್ಯಕ್ರಮದ ಸಿದ್ಧತೆ, ಬೂತ್ ಮಟ್ಟದ ಸಂಘಟನೆಯ ಶಕ್ತಿ ಹೆಚ್ಚಿಸುವ ಕುರಿತು ಯೋಜನೆ, ಪಕ್ಷದ ಬಲವನ್ನು ಬೂತ್ ಮಟ್ಟದಲ್ಲಿ ವಿಸ್ತರಿಸುವ ಅಗತ್ಯತೆ ಮತ್ತು ಯುವ ಕಾರ್ಯಕರ್ತರಿಗೆ ಸಂಘಟನೆ ಬಗ್ಗೆ ತಿಳಿಸುವುದು ಸೇರಿದಂತೆ ಹಲವಾರು ವಿಷಯಗಳನ್ನು ಚರ್ಚಿಸಲಾಯಿತು. (701, 2232, 959, 2350)
masthead (1250, 1, 1521, 100)
